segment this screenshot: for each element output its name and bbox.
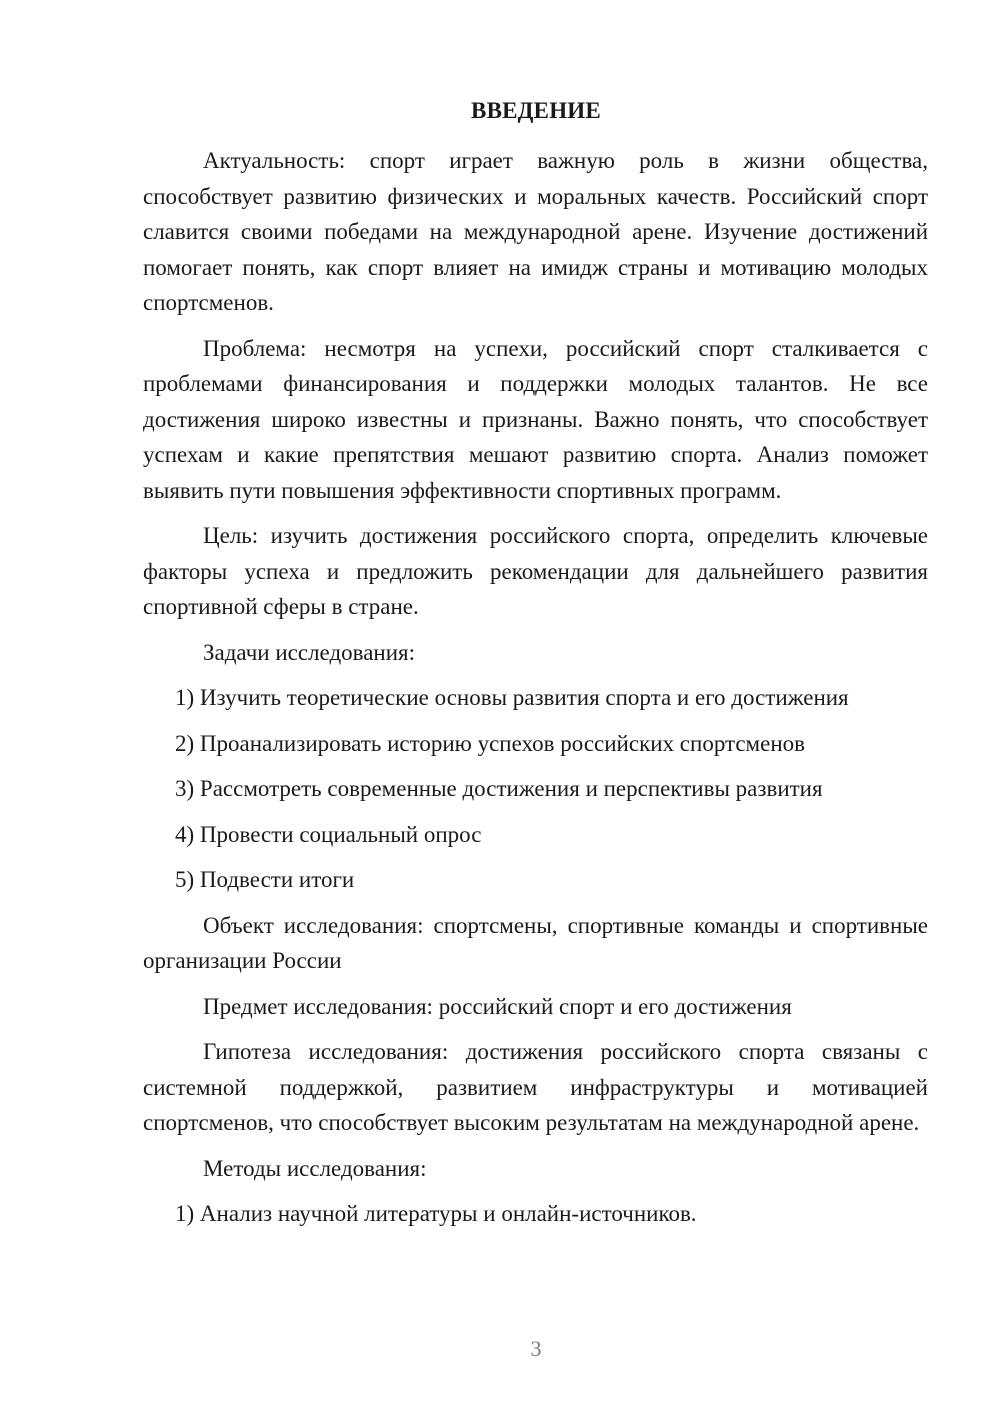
subject-paragraph: Предмет исследования: российский спорт и его достижения — [203, 993, 792, 1019]
tasks-heading: Задачи исследования: — [203, 639, 416, 665]
page-number: 3 — [530, 1336, 542, 1361]
methods-heading: Методы исследования: — [203, 1155, 427, 1181]
list-item: 1) Изучить теоретические основы развития спорта и его достижения — [175, 685, 849, 710]
hypothesis-paragraph: Гипотеза исследования: достижения российского спорта связаны с системной поддержкой, развитием инфраструктуры и мотивацией спортсменов, что способствует высоким результатам на международной арене. — [143, 1039, 928, 1135]
list-item: 5) Подвести итоги — [175, 867, 355, 892]
relevance-paragraph: Актуальность: спорт играет важную роль в жизни общества, способствует развитию физических и моральных качеств. Российский спорт славится своими победами на международной арене. Изучение достижений помогает понять, как спорт влияет на имидж страны и мотивацию молодых спортсменов. — [143, 148, 928, 315]
page-title: ВВЕДЕНИЕ — [471, 98, 601, 123]
list-item: 3) Рассмотреть современные достижения и перспективы развития — [175, 776, 823, 801]
object-paragraph: Объект исследования: спортсмены, спортивные команды и спортивные организации России — [143, 912, 928, 973]
document-body — [143, 143, 928, 1242]
tasks-list — [143, 680, 928, 898]
list-item: 4) Провести социальный опрос — [175, 821, 482, 847]
list-item: 1) Анализ научной литературы и онлайн-источников. — [175, 1201, 697, 1226]
methods-list — [143, 1196, 928, 1232]
problem-paragraph: Проблема: несмотря на успехи, российский спорт сталкивается с проблемами финансирования и поддержки молодых талантов. Не все достижения широко известны и признаны. Важно понять, что способствует успехам и какие препятствия мешают развитию спорта. Анализ поможет выявить пути повышения эффективности спортивных программ. — [143, 335, 928, 503]
list-item: 2) Проанализировать историю успехов российских спортсменов — [175, 730, 805, 756]
goal-paragraph: Цель: изучить достижения российского спорта, определить ключевые факторы успеха и предложить рекомендации для дальнейшего развития спортивной сферы в стране. — [143, 523, 928, 619]
